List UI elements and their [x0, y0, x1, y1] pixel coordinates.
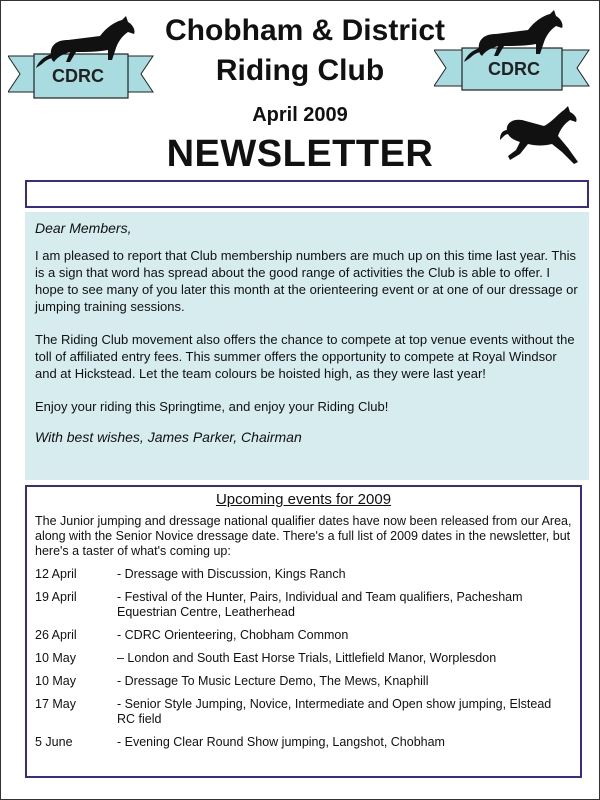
letter-paragraph: Enjoy your riding this Springtime, and enjoy your Riding Club!: [35, 399, 389, 414]
club-title-line2: Riding Club: [215, 54, 385, 87]
letter-signoff: With best wishes, James Parker, Chairman: [35, 429, 302, 445]
upcoming-events-box: [25, 485, 582, 778]
logo-text-left: CDRC: [52, 66, 104, 86]
event-row: [35, 697, 572, 727]
event-row: [35, 567, 572, 582]
letter-paragraph: I am pleased to report that Club membership numbers are much up on this time last year. This is a sign that word has spread about the good range of activities the Club is able to offer. I hope to see many of you later this month at the orienteering event or at one of our dressage or jumping training sessions.: [35, 248, 578, 314]
event-date: 10 May: [35, 674, 76, 688]
event-row: [35, 735, 572, 750]
event-date: 26 April: [35, 628, 77, 642]
event-description: - Festival of the Hunter, Pairs, Individual and Team qualifiers, Pachesham Equestrian Centre, Leatherhead: [117, 590, 523, 619]
event-row: [35, 651, 572, 666]
event-description: - Dressage To Music Lecture Demo, The Mews, Knaphill: [117, 674, 429, 688]
event-date: 12 April: [35, 567, 77, 581]
club-title-line1: Chobham & District: [164, 14, 446, 47]
event-date: 19 April: [35, 590, 77, 604]
letter-salutation: Dear Members,: [35, 220, 132, 236]
chairman-letter: [25, 212, 589, 480]
newsletter-heading: NEWSLETTER: [166, 133, 434, 175]
event-row: [35, 674, 572, 689]
issue-date: April 2009: [252, 104, 348, 126]
event-description: - Dressage with Discussion, Kings Ranch: [117, 567, 346, 581]
empty-banner-box: [25, 180, 589, 208]
event-date: 5 June: [35, 735, 73, 749]
event-row: [35, 590, 572, 620]
events-title: Upcoming events for 2009: [215, 491, 392, 508]
letter-paragraph: The Riding Club movement also offers the chance to compete at top venue events without the toll of affiliated entry fees. This summer offers the opportunity to compete at Royal Windsor and at Hickstead. Let the team colours be hoisted high, as they were last year!: [35, 332, 575, 381]
event-description: - CDRC Orienteering, Chobham Common: [117, 628, 349, 642]
event-row: [35, 628, 572, 643]
event-date: 10 May: [35, 651, 76, 665]
jumping-horse-icon: [498, 104, 584, 168]
event-description: - Senior Style Jumping, Novice, Intermediate and Open show jumping, Elstead RC field: [117, 697, 552, 726]
event-date: 17 May: [35, 697, 76, 711]
events-intro: The Junior jumping and dressage national qualifier dates have now been released from our Area, along with the Senior Novice dressage date. There's a full list of 2009 dates in the newsletter, but here's a taster of what's coming up:: [35, 514, 572, 558]
event-description: - Evening Clear Round Show jumping, Langshot, Chobham: [117, 735, 445, 749]
event-description: – London and South East Horse Trials, Littlefield Manor, Worplesdon: [117, 651, 497, 665]
logo-text-right: CDRC: [488, 59, 540, 79]
